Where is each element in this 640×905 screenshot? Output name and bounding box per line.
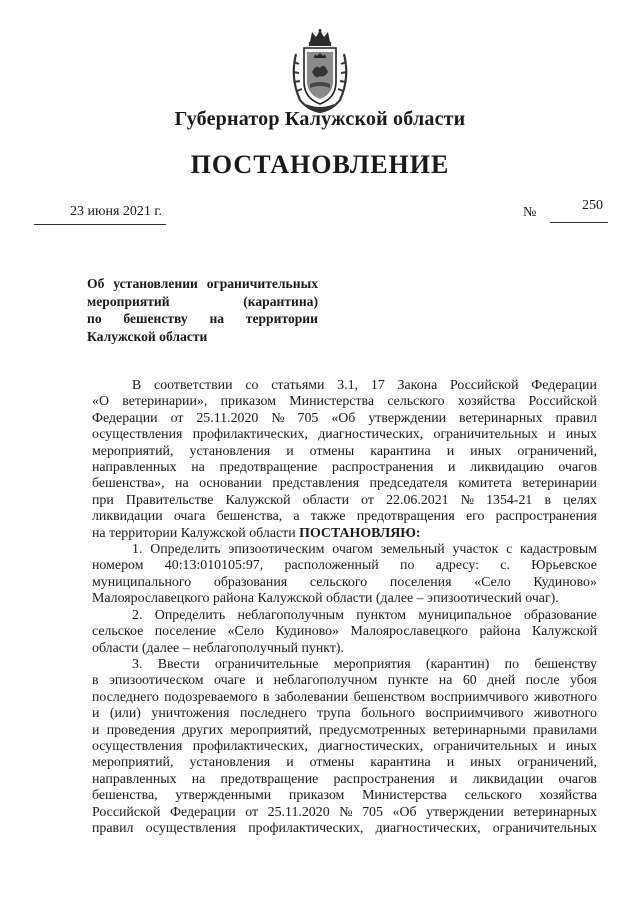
body-line xyxy=(92,723,597,739)
body-word: Юрьевское xyxy=(531,558,597,574)
body-word: предотвращения xyxy=(356,509,455,525)
body-word: статьями xyxy=(271,378,325,393)
body-word: распространения xyxy=(495,509,597,525)
body-word: ветеринарных xyxy=(459,410,543,426)
body-word: поселение xyxy=(154,624,217,640)
body-word: бешенством xyxy=(353,689,426,705)
body-word: профилактических, xyxy=(192,738,308,754)
body-word: ограничений, xyxy=(517,443,597,459)
body-word: 22.06.2021 xyxy=(386,492,449,508)
body-word: земельный xyxy=(380,542,445,558)
body-word: бешенству xyxy=(534,656,597,672)
body-word: и xyxy=(449,771,458,787)
body-line xyxy=(92,575,597,591)
subject-word: по xyxy=(87,311,102,326)
body-word: предотвращение xyxy=(219,460,318,476)
subject-word: бешенству xyxy=(123,311,188,326)
body-word: № xyxy=(339,804,353,820)
body-word: Федерации xyxy=(92,410,158,426)
body-word: иных xyxy=(565,738,597,754)
body-word: а xyxy=(293,509,300,525)
body-word: Ввести xyxy=(157,656,200,672)
body-word: очагов xyxy=(558,460,597,476)
body-word: 705 xyxy=(297,410,319,426)
body-word: Министерства xyxy=(289,394,375,410)
body-word: ветеринарных xyxy=(513,804,597,820)
body-word: № xyxy=(460,492,474,508)
body-word: мероприятий, xyxy=(92,443,174,459)
body-word: иных xyxy=(565,427,597,443)
body-word: ликвидации xyxy=(472,771,544,787)
body-word: 3. xyxy=(132,656,143,672)
body-word: утверждении xyxy=(426,804,504,820)
body-word: (карантин) xyxy=(425,656,490,672)
body-word: области xyxy=(302,492,350,508)
body-word: Федерации xyxy=(531,378,597,393)
body-word: ограничительных xyxy=(492,820,597,836)
subject-word: на xyxy=(209,311,225,326)
body-word: Определить xyxy=(154,607,226,623)
body-word: от xyxy=(170,410,184,426)
body-word: сельского xyxy=(387,394,445,410)
body-word: направленных xyxy=(92,771,177,787)
body-line xyxy=(92,641,597,657)
body-word: и xyxy=(286,755,294,771)
body-word: «Об xyxy=(392,804,417,820)
body-line xyxy=(92,657,597,673)
body-line xyxy=(92,460,597,476)
body-word: пункте xyxy=(387,673,429,689)
body-word: животного xyxy=(533,706,597,722)
subject-word: территории xyxy=(245,311,318,326)
document-subject xyxy=(87,275,318,345)
body-line xyxy=(92,394,597,410)
body-word: Кудиново» xyxy=(275,624,339,640)
body-word: мероприятий, xyxy=(230,722,312,738)
body-line xyxy=(92,591,597,607)
subject-word: установлении xyxy=(113,276,198,291)
body-word: «О xyxy=(92,394,109,410)
subject-line xyxy=(87,275,318,293)
body-line xyxy=(92,608,597,624)
body-word: мероприятия xyxy=(333,656,411,672)
body-word: № xyxy=(271,410,285,426)
body-word: диагностических, xyxy=(318,738,424,754)
body-word: уничтожения xyxy=(151,706,230,722)
body-word: карантина xyxy=(370,443,431,459)
body-word: 40:13:010105:97, xyxy=(164,558,264,574)
date-underline xyxy=(34,224,166,225)
body-word: неблагополучным xyxy=(237,607,344,623)
body-word: «Село xyxy=(227,624,264,640)
resolution-keyword: ПОСТАНОВЛЯЮ: xyxy=(299,525,421,541)
body-word: очаге xyxy=(214,673,246,689)
body-word: «Об xyxy=(331,410,356,426)
body-word: предусмотренных xyxy=(319,722,426,738)
body-word: «Село xyxy=(474,574,511,590)
body-line xyxy=(92,558,597,574)
body-word: Кудиново» xyxy=(533,574,597,590)
body-word: Правительстве xyxy=(125,492,214,508)
body-word: восприимчивого xyxy=(430,689,529,705)
body-word: после xyxy=(525,673,560,689)
body-word: и xyxy=(446,443,455,459)
body-word: поселения xyxy=(389,574,452,590)
body-word: хозяйства xyxy=(457,394,516,410)
body-word: расположенный xyxy=(284,558,379,574)
subject-word: мероприятий xyxy=(87,293,170,309)
body-word: очагом xyxy=(332,542,373,558)
body-word: соответствии xyxy=(154,378,233,393)
body-word: заболевании xyxy=(274,689,349,705)
number-underline xyxy=(550,222,608,223)
body-word: при xyxy=(92,492,114,508)
body-word: и xyxy=(548,427,556,443)
body-line xyxy=(92,673,597,689)
body-word: и xyxy=(92,706,100,722)
body-word: осуществления xyxy=(145,820,237,836)
body-word: распространения xyxy=(333,771,435,787)
subject-line xyxy=(87,328,318,346)
body-word: в xyxy=(92,673,99,689)
issuing-authority: Губернатор Калужской области xyxy=(174,108,466,130)
body-word: и xyxy=(446,755,455,771)
body-word: подозреваемого xyxy=(164,689,258,705)
body-word: других xyxy=(182,722,224,738)
body-word: по xyxy=(400,558,415,574)
body-word: с. xyxy=(500,558,510,574)
body-word: (или) xyxy=(109,706,141,722)
body-word: также xyxy=(310,509,346,525)
body-line xyxy=(92,509,597,525)
body-word: номером xyxy=(92,558,144,574)
body-word: 17 xyxy=(370,378,385,393)
body-word: сельского xyxy=(464,788,522,804)
body-word: ограничительных xyxy=(433,427,538,443)
body-word: от xyxy=(245,804,259,820)
body-word: правилами xyxy=(533,722,597,738)
body-word: 2. xyxy=(132,607,143,623)
body-word: и xyxy=(448,460,456,476)
body-word: комитета xyxy=(458,476,512,492)
body-word: бешенства, xyxy=(92,788,158,804)
body-word: 3.1, xyxy=(337,378,359,393)
body-word: предотвращение xyxy=(220,771,319,787)
body-word: Определить xyxy=(150,542,221,558)
body-word: на территории Калужской области xyxy=(92,525,296,541)
body-word: эпизоотическим xyxy=(228,542,325,558)
subject-word: Об xyxy=(87,276,105,291)
body-word: на xyxy=(191,771,206,787)
body-line xyxy=(92,411,597,427)
body-word: муниципальное xyxy=(418,607,512,623)
body-line xyxy=(92,706,597,722)
body-word: профилактических, xyxy=(248,820,364,836)
body-word: участок xyxy=(452,542,499,558)
body-word: бешенства», xyxy=(92,476,165,492)
body-word: основании xyxy=(199,476,262,492)
body-line xyxy=(92,444,597,460)
body-word: 25.11.2020 xyxy=(267,804,330,820)
body-line xyxy=(92,542,597,558)
body-word: образования xyxy=(213,574,288,590)
body-word: трупа xyxy=(317,706,351,722)
body-line xyxy=(92,821,597,837)
document-type-title: ПОСТАНОВЛЕНИЕ xyxy=(190,150,450,179)
body-word: диагностических, xyxy=(375,820,481,836)
body-word: на xyxy=(191,460,205,476)
body-word: целях xyxy=(563,492,597,508)
body-word: Российской xyxy=(92,804,161,820)
body-word: правил xyxy=(92,820,134,836)
subject-word: ограничительных xyxy=(206,276,318,291)
coat-of-arms-emblem xyxy=(288,28,352,114)
body-word: и xyxy=(92,722,100,738)
body-word: карантина xyxy=(370,755,431,771)
body-word: сельское xyxy=(92,624,144,640)
body-word: представления xyxy=(272,476,360,492)
body-word: области (далее – неблагополучный пункт). xyxy=(92,640,345,656)
body-word: иных xyxy=(470,443,502,459)
body-word: профилактических, xyxy=(192,427,308,443)
body-word: иных xyxy=(470,755,502,771)
body-word: и xyxy=(255,673,264,689)
body-line xyxy=(92,427,597,443)
body-line xyxy=(92,526,597,542)
body-line xyxy=(92,690,597,706)
body-line xyxy=(92,805,597,821)
subject-word: (карантина) xyxy=(243,293,318,309)
body-line xyxy=(92,493,597,509)
body-word: на xyxy=(438,673,453,689)
body-word: Малоярославецкого района Калужской области (далее – эпизоотический очаг). xyxy=(92,591,559,607)
body-word: отмены xyxy=(309,443,355,459)
body-word: образование xyxy=(523,607,597,623)
body-word: его xyxy=(465,509,485,525)
body-word: со xyxy=(245,378,259,393)
body-word: Российской xyxy=(528,394,597,410)
body-word: восприимчивого xyxy=(425,706,524,722)
body-line xyxy=(92,788,597,804)
body-word: эпизоотическом xyxy=(108,673,204,689)
body-word: приказом xyxy=(220,394,277,410)
body-word: правил xyxy=(555,410,597,426)
body-word: ветеринарными xyxy=(433,722,526,738)
body-word: установления xyxy=(189,755,271,771)
document-date: 23 июня 2021 г. xyxy=(70,204,163,219)
body-line xyxy=(92,476,597,492)
body-word: 25.11.2020 xyxy=(196,410,259,426)
body-word: больного xyxy=(361,706,415,722)
body-word: Министерства xyxy=(362,788,447,804)
body-word: Российской xyxy=(450,378,519,393)
body-word: в xyxy=(544,492,552,508)
body-word: кадастровым xyxy=(520,542,597,558)
body-word: последнего xyxy=(92,689,159,705)
body-word: адресу: xyxy=(435,558,479,574)
body-line xyxy=(92,378,597,394)
body-word: приказом xyxy=(288,788,345,804)
subject-line xyxy=(87,310,318,328)
document-body xyxy=(92,378,597,837)
body-word: и xyxy=(548,738,556,754)
document-number-label: № xyxy=(523,205,537,220)
body-word: Федерации xyxy=(170,804,236,820)
body-word: установления xyxy=(189,443,271,459)
body-word: ветеринарии xyxy=(522,476,597,492)
body-word: ликвидацию xyxy=(470,460,544,476)
body-word: ограничений, xyxy=(517,755,597,771)
body-word: Закона xyxy=(397,378,438,393)
body-word: очага xyxy=(173,509,206,525)
body-word: 705 xyxy=(362,804,383,820)
body-word: проведения xyxy=(106,722,175,738)
body-word: осуществления xyxy=(92,427,183,443)
body-word: с xyxy=(506,542,513,558)
body-word: Калужской xyxy=(532,624,597,640)
body-word: 1354-21 xyxy=(486,492,533,508)
body-word: Калужской xyxy=(225,492,291,508)
body-word: на xyxy=(175,476,189,492)
body-line xyxy=(92,739,597,755)
body-word: района xyxy=(479,624,521,640)
body-word: убоя xyxy=(570,673,597,689)
body-word: В xyxy=(132,378,142,393)
subject-word: Калужской области xyxy=(87,328,208,344)
body-word: диагностических, xyxy=(318,427,424,443)
body-word: утверждении xyxy=(368,410,447,426)
body-word: распространения xyxy=(332,460,434,476)
body-word: осуществления xyxy=(92,738,183,754)
body-word: 1. xyxy=(132,542,143,558)
body-word: неблагополучном xyxy=(273,673,378,689)
body-word: хозяйства xyxy=(539,788,597,804)
body-word: ограничительные xyxy=(214,656,319,672)
body-word: очагов xyxy=(558,771,597,787)
body-word: по xyxy=(504,656,520,672)
document-number: 250 xyxy=(582,198,603,213)
subject-line xyxy=(87,293,318,311)
body-word: отмены xyxy=(309,755,355,771)
body-word: ограничительных xyxy=(433,738,538,754)
body-word: и xyxy=(286,443,294,459)
body-word: мероприятий, xyxy=(92,755,174,771)
body-word: ветеринарии», xyxy=(122,394,208,410)
body-word: Малоярославецкого xyxy=(350,624,468,640)
body-word: бешенства, xyxy=(216,509,283,525)
body-word: в xyxy=(262,689,270,705)
body-word: от xyxy=(361,492,374,508)
body-word: ликвидации xyxy=(92,509,163,525)
body-line xyxy=(92,772,597,788)
body-word: 60 xyxy=(462,673,477,689)
body-line xyxy=(92,755,597,771)
body-word: председателя xyxy=(369,476,448,492)
body-word: пунктом xyxy=(356,607,406,623)
body-word: направленных xyxy=(92,460,177,476)
body-line xyxy=(92,624,597,640)
body-word: дней xyxy=(487,673,516,689)
body-word: утвержденными xyxy=(175,788,272,804)
body-word: последнего xyxy=(239,706,307,722)
body-word: сельского xyxy=(309,574,368,590)
body-word: животного xyxy=(533,689,597,705)
body-word: муниципального xyxy=(92,574,192,590)
